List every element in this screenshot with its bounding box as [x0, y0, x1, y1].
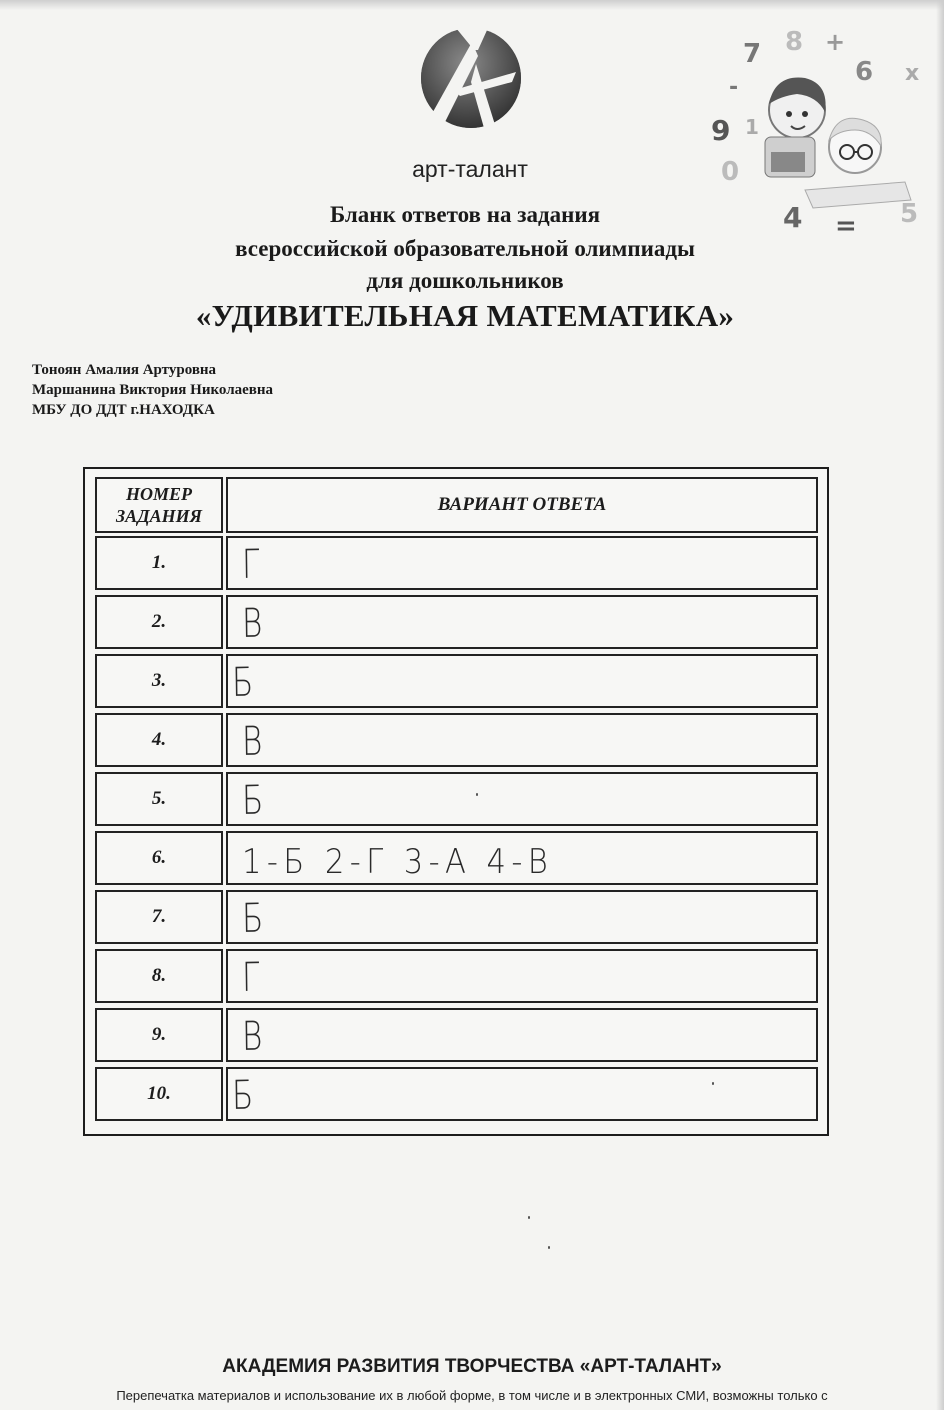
task-number: 10.: [95, 1067, 223, 1121]
author-name: Тоноян Амалия Артуровна: [32, 362, 217, 378]
task-number: 6.: [95, 831, 223, 885]
task-number: 3.: [95, 654, 223, 708]
illus-digit: 5: [900, 199, 919, 229]
scan-speck: [712, 1082, 714, 1085]
handwritten-answer: 1-Б 2-Г 3-А 4-В: [242, 842, 554, 882]
scan-speck: [548, 1246, 550, 1249]
title-line-3: для дошкольников: [366, 268, 564, 293]
illus-digit: 1: [745, 115, 759, 139]
answer-cell[interactable]: [226, 772, 818, 826]
illus-digit: =: [835, 211, 857, 241]
answer-cell[interactable]: [226, 1067, 818, 1121]
illus-digit: 9: [711, 114, 731, 147]
scan-speck: [476, 793, 478, 796]
answer-cell[interactable]: [226, 654, 818, 708]
institution: МБУ ДО ДДТ г.НАХОДКА: [32, 402, 215, 418]
title-line-1: Бланк ответов на задания: [329, 202, 601, 227]
handwritten-answer: Б: [241, 777, 264, 824]
handwritten-answer: Г: [241, 954, 260, 1001]
answer-cell[interactable]: [226, 595, 818, 649]
illus-digit: 4: [783, 201, 803, 234]
handwritten-answer: Г: [241, 541, 260, 588]
olympiad-title: «УДИВИТЕЛЬНАЯ МАТЕМАТИКА»: [195, 298, 735, 333]
author-name: Маршанина Виктория Николаевна: [32, 382, 274, 398]
handwritten-answer: В: [241, 600, 263, 647]
scan-shadow-right: [936, 0, 944, 1410]
answers-table: [83, 467, 829, 1136]
illus-digit: -: [729, 75, 739, 100]
column-header-number: НОМЕР ЗАДАНИЯ: [95, 477, 223, 533]
handwritten-answer: Б: [231, 659, 254, 706]
illus-digit: 8: [785, 27, 804, 57]
task-number: 7.: [95, 890, 223, 944]
illus-digit: 7: [743, 39, 762, 69]
brand-name: арт-талант: [412, 156, 528, 182]
task-number: 5.: [95, 772, 223, 826]
handwritten-answer: Б: [241, 895, 264, 942]
illus-digit: +: [825, 28, 846, 56]
task-number: 9.: [95, 1008, 223, 1062]
answer-cell[interactable]: [226, 890, 818, 944]
handwritten-answer: В: [241, 1013, 263, 1060]
footer-academy-title: АКАДЕМИЯ РАЗВИТИЯ ТВОРЧЕСТВА «АРТ-ТАЛАНТ»: [222, 1356, 722, 1377]
answer-cell[interactable]: [226, 713, 818, 767]
illus-digit: 0: [721, 157, 740, 187]
handwritten-answer: Б: [231, 1072, 254, 1119]
task-number: 4.: [95, 713, 223, 767]
handwritten-answer: В: [241, 718, 263, 765]
answer-cell[interactable]: [226, 1008, 818, 1062]
scan-shadow-top: [0, 0, 944, 10]
task-number: 8.: [95, 949, 223, 1003]
footer-copyright-note: Перепечатка материалов и использование их в любой форме, в том числе и в электронных СМИ, возможны только с: [116, 1388, 828, 1403]
art-talant-logo-icon: [416, 20, 526, 145]
title-line-2: всероссийской образовательной олимпиады: [235, 236, 695, 261]
task-number: 2.: [95, 595, 223, 649]
illus-digit: 6: [855, 57, 874, 87]
illus-digit: x: [905, 61, 920, 86]
column-header-answer: ВАРИАНТ ОТВЕТА: [226, 477, 818, 533]
task-number: 1.: [95, 536, 223, 590]
authors-block: [32, 360, 273, 420]
scan-speck: [528, 1216, 530, 1219]
answer-cell[interactable]: [226, 536, 818, 590]
answer-cell[interactable]: [226, 949, 818, 1003]
answer-cell[interactable]: [226, 831, 818, 885]
